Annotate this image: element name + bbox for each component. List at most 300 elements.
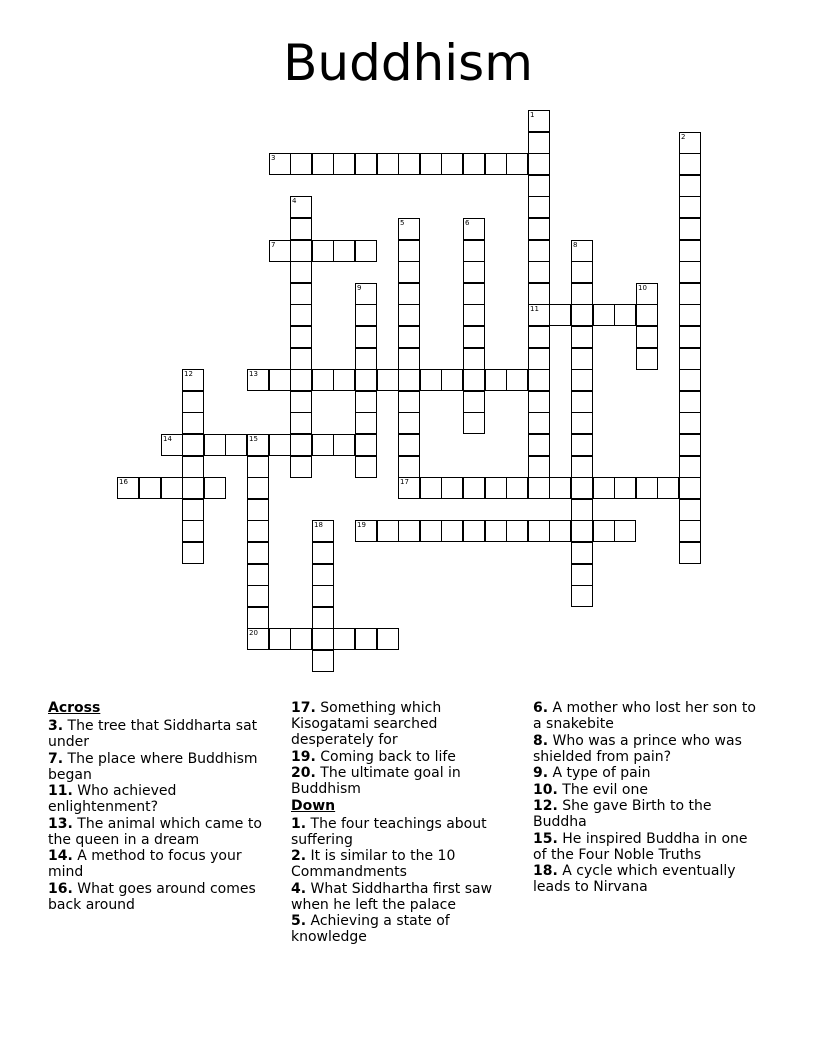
grid-cell[interactable] [247,542,269,564]
grid-cell[interactable] [269,153,291,175]
grid-cell[interactable] [528,240,550,262]
grid-cell[interactable] [333,369,355,391]
grid-cell[interactable] [571,585,593,607]
cell-input[interactable] [442,154,462,174]
grid-cell[interactable] [679,132,701,154]
cell-input[interactable] [291,305,311,325]
grid-cell[interactable] [355,240,377,262]
cell-input[interactable] [205,478,225,498]
grid-cell[interactable] [290,283,312,305]
grid-cell[interactable] [312,585,334,607]
grid-cell[interactable] [636,326,658,348]
cell-input[interactable] [464,521,484,541]
cell-input[interactable] [291,392,311,412]
cell-input[interactable] [529,392,549,412]
grid-cell[interactable] [441,369,463,391]
grid-cell[interactable] [247,434,269,456]
grid-cell[interactable] [463,348,485,370]
cell-input[interactable] [680,500,700,520]
grid-cell[interactable] [247,585,269,607]
grid-cell[interactable] [571,564,593,586]
grid-cell[interactable] [398,477,420,499]
grid-cell[interactable] [679,348,701,370]
cell-input[interactable] [248,629,268,649]
cell-input[interactable] [313,565,333,585]
grid-cell[interactable] [398,304,420,326]
grid-cell[interactable] [139,477,161,499]
cell-input[interactable] [183,478,203,498]
grid-cell[interactable] [161,434,183,456]
cell-input[interactable] [529,262,549,282]
cell-input[interactable] [291,219,311,239]
grid-cell[interactable] [528,520,550,542]
grid-cell[interactable] [312,564,334,586]
cell-input[interactable] [529,219,549,239]
cell-input[interactable] [529,435,549,455]
grid-cell[interactable] [398,369,420,391]
grid-cell[interactable] [377,520,399,542]
cell-input[interactable] [572,370,592,390]
cell-input[interactable] [464,413,484,433]
cell-input[interactable] [183,392,203,412]
cell-input[interactable] [529,327,549,347]
grid-cell[interactable] [182,412,204,434]
cell-input[interactable] [680,521,700,541]
cell-input[interactable] [680,219,700,239]
grid-cell[interactable] [571,499,593,521]
cell-input[interactable] [550,521,570,541]
grid-cell[interactable] [269,240,291,262]
grid-cell[interactable] [528,132,550,154]
grid-cell[interactable] [571,542,593,564]
cell-input[interactable] [399,392,419,412]
cell-input[interactable] [572,392,592,412]
cell-input[interactable] [291,629,311,649]
cell-input[interactable] [421,370,441,390]
grid-cell[interactable] [247,564,269,586]
grid-cell[interactable] [398,153,420,175]
cell-input[interactable] [680,349,700,369]
cell-input[interactable] [486,154,506,174]
grid-cell[interactable] [398,520,420,542]
cell-input[interactable] [378,629,398,649]
cell-input[interactable] [529,241,549,261]
grid-cell[interactable] [355,434,377,456]
grid-cell[interactable] [355,283,377,305]
grid-cell[interactable] [247,369,269,391]
grid-cell[interactable] [679,520,701,542]
grid-cell[interactable] [269,434,291,456]
cell-input[interactable] [421,154,441,174]
cell-input[interactable] [680,241,700,261]
cell-input[interactable] [572,586,592,606]
grid-cell[interactable] [312,628,334,650]
grid-cell[interactable] [614,520,636,542]
cell-input[interactable] [248,565,268,585]
grid-cell[interactable] [398,326,420,348]
cell-input[interactable] [313,435,333,455]
cell-input[interactable] [680,392,700,412]
grid-cell[interactable] [312,542,334,564]
cell-input[interactable] [594,305,614,325]
cell-input[interactable] [680,478,700,498]
cell-input[interactable] [464,262,484,282]
cell-input[interactable] [529,478,549,498]
grid-cell[interactable] [571,520,593,542]
cell-input[interactable] [118,478,138,498]
cell-input[interactable] [637,284,657,304]
cell-input[interactable] [248,586,268,606]
grid-cell[interactable] [290,153,312,175]
cell-input[interactable] [572,413,592,433]
grid-cell[interactable] [679,240,701,262]
grid-cell[interactable] [398,261,420,283]
grid-cell[interactable] [571,348,593,370]
cell-input[interactable] [334,435,354,455]
grid-cell[interactable] [290,304,312,326]
cell-input[interactable] [637,305,657,325]
grid-cell[interactable] [398,240,420,262]
cell-input[interactable] [680,413,700,433]
cell-input[interactable] [486,521,506,541]
cell-input[interactable] [291,435,311,455]
grid-cell[interactable] [420,153,442,175]
grid-cell[interactable] [528,153,550,175]
grid-cell[interactable] [269,369,291,391]
cell-input[interactable] [399,370,419,390]
cell-input[interactable] [140,478,160,498]
grid-cell[interactable] [528,348,550,370]
grid-cell[interactable] [204,477,226,499]
cell-input[interactable] [464,219,484,239]
cell-input[interactable] [680,154,700,174]
grid-cell[interactable] [312,153,334,175]
cell-input[interactable] [291,154,311,174]
grid-cell[interactable] [463,412,485,434]
cell-input[interactable] [399,413,419,433]
cell-input[interactable] [464,284,484,304]
grid-cell[interactable] [355,153,377,175]
grid-cell[interactable] [247,499,269,521]
cell-input[interactable] [399,219,419,239]
grid-cell[interactable] [290,196,312,218]
grid-cell[interactable] [571,283,593,305]
grid-cell[interactable] [528,412,550,434]
cell-input[interactable] [356,284,376,304]
cell-input[interactable] [226,435,246,455]
grid-cell[interactable] [528,283,550,305]
cell-input[interactable] [356,521,376,541]
grid-cell[interactable] [593,477,615,499]
cell-input[interactable] [399,262,419,282]
grid-cell[interactable] [333,240,355,262]
cell-input[interactable] [529,521,549,541]
cell-input[interactable] [572,478,592,498]
cell-input[interactable] [183,457,203,477]
grid-cell[interactable] [182,520,204,542]
grid-cell[interactable] [679,326,701,348]
grid-cell[interactable] [571,391,593,413]
grid-cell[interactable] [679,542,701,564]
cell-input[interactable] [680,305,700,325]
cell-input[interactable] [529,133,549,153]
grid-cell[interactable] [463,391,485,413]
cell-input[interactable] [615,305,635,325]
cell-input[interactable] [529,197,549,217]
cell-input[interactable] [572,565,592,585]
grid-cell[interactable] [247,520,269,542]
cell-input[interactable] [399,435,419,455]
grid-cell[interactable] [485,477,507,499]
cell-input[interactable] [334,241,354,261]
cell-input[interactable] [680,543,700,563]
grid-cell[interactable] [398,391,420,413]
grid-cell[interactable] [398,456,420,478]
cell-input[interactable] [529,111,549,131]
cell-input[interactable] [313,241,333,261]
cell-input[interactable] [529,413,549,433]
cell-input[interactable] [464,154,484,174]
cell-input[interactable] [572,521,592,541]
grid-cell[interactable] [485,520,507,542]
grid-cell[interactable] [398,348,420,370]
grid-cell[interactable] [463,283,485,305]
grid-cell[interactable] [355,326,377,348]
grid-cell[interactable] [549,477,571,499]
cell-input[interactable] [248,500,268,520]
cell-input[interactable] [291,284,311,304]
cell-input[interactable] [637,327,657,347]
grid-cell[interactable] [636,348,658,370]
grid-cell[interactable] [182,542,204,564]
cell-input[interactable] [550,478,570,498]
grid-cell[interactable] [333,153,355,175]
grid-cell[interactable] [182,477,204,499]
grid-cell[interactable] [679,391,701,413]
cell-input[interactable] [356,413,376,433]
grid-cell[interactable] [636,283,658,305]
cell-input[interactable] [680,262,700,282]
grid-cell[interactable] [571,456,593,478]
grid-cell[interactable] [571,326,593,348]
cell-input[interactable] [529,305,549,325]
cell-input[interactable] [183,543,203,563]
cell-input[interactable] [248,521,268,541]
grid-cell[interactable] [657,477,679,499]
grid-cell[interactable] [398,283,420,305]
grid-cell[interactable] [333,434,355,456]
grid-cell[interactable] [355,520,377,542]
grid-cell[interactable] [679,477,701,499]
cell-input[interactable] [356,392,376,412]
grid-cell[interactable] [355,628,377,650]
grid-cell[interactable] [312,650,334,672]
grid-cell[interactable] [528,456,550,478]
grid-cell[interactable] [571,304,593,326]
cell-input[interactable] [594,521,614,541]
cell-input[interactable] [183,370,203,390]
cell-input[interactable] [334,154,354,174]
grid-cell[interactable] [312,369,334,391]
cell-input[interactable] [680,284,700,304]
cell-input[interactable] [356,349,376,369]
grid-cell[interactable] [420,369,442,391]
grid-cell[interactable] [333,628,355,650]
grid-cell[interactable] [679,175,701,197]
cell-input[interactable] [248,478,268,498]
cell-input[interactable] [356,305,376,325]
grid-cell[interactable] [312,607,334,629]
cell-input[interactable] [291,413,311,433]
cell-input[interactable] [270,154,290,174]
cell-input[interactable] [615,521,635,541]
grid-cell[interactable] [398,434,420,456]
grid-cell[interactable] [312,434,334,456]
cell-input[interactable] [529,457,549,477]
cell-input[interactable] [637,478,657,498]
grid-cell[interactable] [290,434,312,456]
grid-cell[interactable] [506,520,528,542]
cell-input[interactable] [248,608,268,628]
grid-cell[interactable] [117,477,139,499]
cell-input[interactable] [637,349,657,369]
cell-input[interactable] [680,197,700,217]
grid-cell[interactable] [571,369,593,391]
grid-cell[interactable] [679,218,701,240]
cell-input[interactable] [550,305,570,325]
grid-cell[interactable] [290,240,312,262]
cell-input[interactable] [378,521,398,541]
grid-cell[interactable] [290,348,312,370]
grid-cell[interactable] [528,391,550,413]
grid-cell[interactable] [463,304,485,326]
cell-input[interactable] [594,478,614,498]
grid-cell[interactable] [571,261,593,283]
grid-cell[interactable] [528,218,550,240]
cell-input[interactable] [313,521,333,541]
cell-input[interactable] [313,154,333,174]
grid-cell[interactable] [528,175,550,197]
grid-cell[interactable] [290,326,312,348]
cell-input[interactable] [313,651,333,671]
grid-cell[interactable] [247,477,269,499]
cell-input[interactable] [356,457,376,477]
cell-input[interactable] [356,327,376,347]
grid-cell[interactable] [528,477,550,499]
grid-cell[interactable] [679,412,701,434]
grid-cell[interactable] [463,369,485,391]
grid-cell[interactable] [355,391,377,413]
cell-input[interactable] [183,435,203,455]
cell-input[interactable] [378,154,398,174]
cell-input[interactable] [356,370,376,390]
grid-cell[interactable] [571,434,593,456]
cell-input[interactable] [464,305,484,325]
grid-cell[interactable] [679,456,701,478]
grid-cell[interactable] [420,520,442,542]
cell-input[interactable] [464,327,484,347]
grid-cell[interactable] [463,261,485,283]
grid-cell[interactable] [679,369,701,391]
cell-input[interactable] [572,327,592,347]
cell-input[interactable] [356,154,376,174]
cell-input[interactable] [680,327,700,347]
cell-input[interactable] [529,176,549,196]
grid-cell[interactable] [463,153,485,175]
grid-cell[interactable] [528,369,550,391]
cell-input[interactable] [399,327,419,347]
grid-cell[interactable] [269,628,291,650]
grid-cell[interactable] [312,520,334,542]
grid-cell[interactable] [463,240,485,262]
cell-input[interactable] [356,241,376,261]
cell-input[interactable] [507,154,527,174]
cell-input[interactable] [529,154,549,174]
cell-input[interactable] [572,305,592,325]
cell-input[interactable] [680,435,700,455]
grid-cell[interactable] [571,412,593,434]
grid-cell[interactable] [204,434,226,456]
grid-cell[interactable] [528,261,550,283]
cell-input[interactable] [572,457,592,477]
grid-cell[interactable] [398,412,420,434]
cell-input[interactable] [291,197,311,217]
cell-input[interactable] [270,241,290,261]
grid-cell[interactable] [614,304,636,326]
cell-input[interactable] [270,370,290,390]
grid-cell[interactable] [571,240,593,262]
grid-cell[interactable] [290,261,312,283]
grid-cell[interactable] [182,499,204,521]
grid-cell[interactable] [290,412,312,434]
cell-input[interactable] [248,543,268,563]
grid-cell[interactable] [528,110,550,132]
grid-cell[interactable] [528,326,550,348]
cell-input[interactable] [464,370,484,390]
grid-cell[interactable] [377,628,399,650]
grid-cell[interactable] [463,520,485,542]
grid-cell[interactable] [636,304,658,326]
grid-cell[interactable] [528,434,550,456]
cell-input[interactable] [313,608,333,628]
grid-cell[interactable] [679,283,701,305]
grid-cell[interactable] [679,434,701,456]
cell-input[interactable] [313,543,333,563]
cell-input[interactable] [291,241,311,261]
cell-input[interactable] [399,154,419,174]
grid-cell[interactable] [290,628,312,650]
grid-cell[interactable] [355,304,377,326]
grid-cell[interactable] [441,520,463,542]
grid-cell[interactable] [182,391,204,413]
grid-cell[interactable] [355,456,377,478]
grid-cell[interactable] [290,456,312,478]
cell-input[interactable] [399,284,419,304]
cell-input[interactable] [399,521,419,541]
cell-input[interactable] [270,629,290,649]
cell-input[interactable] [291,262,311,282]
cell-input[interactable] [572,262,592,282]
grid-cell[interactable] [463,326,485,348]
cell-input[interactable] [421,478,441,498]
grid-cell[interactable] [571,477,593,499]
cell-input[interactable] [183,521,203,541]
grid-cell[interactable] [549,304,571,326]
cell-input[interactable] [615,478,635,498]
grid-cell[interactable] [614,477,636,499]
grid-cell[interactable] [485,369,507,391]
cell-input[interactable] [399,478,419,498]
